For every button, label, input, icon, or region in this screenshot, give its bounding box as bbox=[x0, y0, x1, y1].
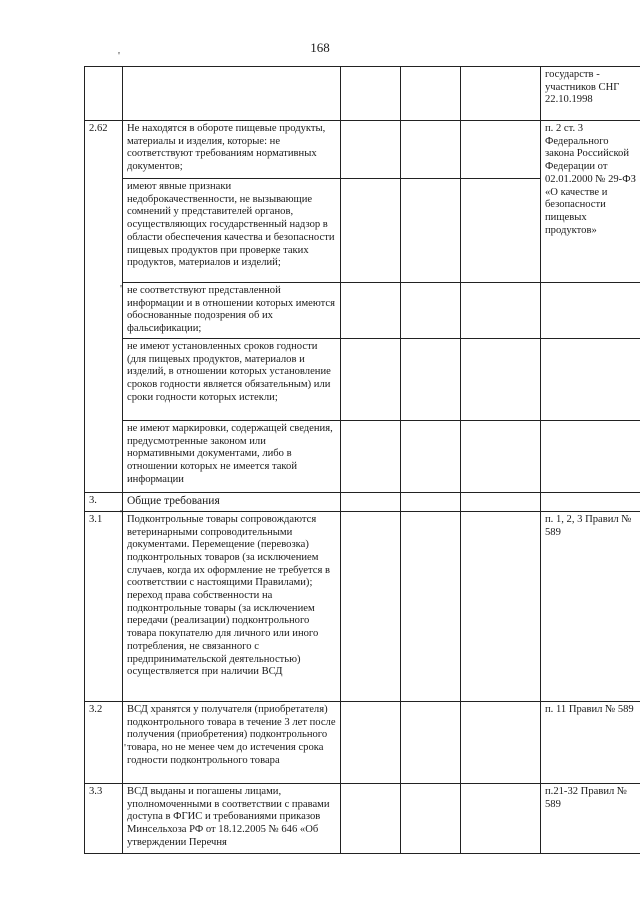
table-row bbox=[85, 421, 640, 493]
empty-cell bbox=[461, 783, 541, 853]
empty-cell bbox=[341, 701, 401, 783]
empty-cell bbox=[461, 67, 541, 121]
table-row bbox=[85, 339, 640, 421]
empty-cell bbox=[461, 493, 541, 512]
legal-reference: п. 1, 2, 3 Правил № 589 bbox=[541, 511, 640, 701]
empty-cell bbox=[461, 421, 541, 493]
empty-cell bbox=[341, 493, 401, 512]
table-row bbox=[85, 67, 640, 121]
empty-cell bbox=[401, 511, 461, 701]
requirement-text: не соответствуют представленной информации и в отношении которых имеются обоснованные подозрения об их фальсификации; bbox=[123, 283, 341, 339]
requirements-table bbox=[84, 66, 640, 854]
row-number bbox=[85, 67, 123, 121]
section-title: Общие требования bbox=[123, 493, 341, 512]
empty-cell bbox=[541, 339, 640, 421]
stray-mark: ' bbox=[118, 50, 120, 62]
empty-cell bbox=[341, 283, 401, 339]
empty-cell bbox=[341, 121, 401, 179]
empty-cell bbox=[541, 283, 640, 339]
empty-cell bbox=[341, 421, 401, 493]
empty-cell bbox=[401, 67, 461, 121]
stray-mark: ' bbox=[120, 283, 122, 295]
empty-cell bbox=[541, 493, 640, 512]
table-row bbox=[85, 121, 640, 179]
row-number: 3.1 bbox=[85, 511, 123, 701]
stray-mark: ' bbox=[120, 508, 122, 520]
requirement-text: имеют явные признаки недоброкачественности, не вызывающие сомнений у представителей органов, осуществляющих государственный надзор в области обеспечения качества и безопасности пищевых продуктов при проверке таких продуктов, материалов и изделий; bbox=[123, 179, 341, 283]
empty-cell bbox=[461, 283, 541, 339]
legal-reference: государств - участников СНГ 22.10.1998 bbox=[541, 67, 640, 121]
empty-cell bbox=[341, 339, 401, 421]
empty-cell bbox=[401, 421, 461, 493]
table-row bbox=[85, 511, 640, 701]
empty-cell bbox=[401, 493, 461, 512]
empty-cell bbox=[401, 283, 461, 339]
empty-cell bbox=[341, 511, 401, 701]
empty-cell bbox=[341, 67, 401, 121]
section-number: 3. bbox=[85, 493, 123, 512]
row-number: 3.2 bbox=[85, 701, 123, 783]
requirement-text: ВСД хранятся у получателя (приобретателя) подконтрольного товара в течение 3 лет после получения (приобретения) подконтрольного товара, но не менее чем до истечения срока годности подконтрольного товара bbox=[123, 701, 341, 783]
empty-cell bbox=[541, 421, 640, 493]
row-number: 3.3 bbox=[85, 783, 123, 853]
requirement-text: не имеют маркировки, содержащей сведения, предусмотренные законом или нормативными документами, либо в отношении которых не имеется такой информации bbox=[123, 421, 341, 493]
requirement-text bbox=[123, 67, 341, 121]
requirement-text: Не находятся в обороте пищевые продукты, материалы и изделия, которые: не соответствуют требованиям нормативных документов; bbox=[123, 121, 341, 179]
empty-cell bbox=[341, 179, 401, 283]
empty-cell bbox=[461, 121, 541, 179]
empty-cell bbox=[461, 701, 541, 783]
table-row bbox=[85, 493, 640, 512]
legal-reference: п. 11 Правил № 589 bbox=[541, 701, 640, 783]
empty-cell bbox=[401, 339, 461, 421]
empty-cell bbox=[401, 121, 461, 179]
page-number: 168 bbox=[310, 40, 330, 55]
empty-cell bbox=[341, 783, 401, 853]
table-row bbox=[85, 283, 640, 339]
requirement-text: не имеют установленных сроков годности (для пищевых продуктов, материалов и изделий, в отношении которых установление сроков годности является обязательным) или сроки годности которых истекли; bbox=[123, 339, 341, 421]
row-number: 2.62 bbox=[85, 121, 123, 493]
empty-cell bbox=[401, 701, 461, 783]
empty-cell bbox=[461, 179, 541, 283]
empty-cell bbox=[461, 339, 541, 421]
legal-reference: п.21-32 Правил № 589 bbox=[541, 783, 640, 853]
stray-mark: ' bbox=[124, 742, 126, 754]
requirement-text: ВСД выданы и погашены лицами, уполномоченными в соответствии с правами доступа в ФГИС и требованиями приказов Минсельхоза РФ от 18.12.2005 № 646 «Об утверждении Перечня bbox=[123, 783, 341, 853]
table-row bbox=[85, 783, 640, 853]
table-row bbox=[85, 701, 640, 783]
legal-reference: п. 2 ст. 3 Федерального закона Российской Федерации от 02.01.2000 № 29-ФЗ «О качестве и безопасности пищевых продуктов» bbox=[541, 121, 640, 283]
empty-cell bbox=[401, 783, 461, 853]
requirement-text: Подконтрольные товары сопровождаются ветеринарными сопроводительными документами. Перемещение (перевозка) подконтрольных товаров (за исключением случаев, когда их оформление не требуется в соответствии с настоящими Правилами); переход права собственности на подконтрольные товары (за исключением передачи (реализации) подконтрольного товара покупателю для личного или иного потребления, не связанного с предпринимательской деятельностью) осуществляется при наличии ВСД bbox=[123, 511, 341, 701]
empty-cell bbox=[461, 511, 541, 701]
empty-cell bbox=[401, 179, 461, 283]
